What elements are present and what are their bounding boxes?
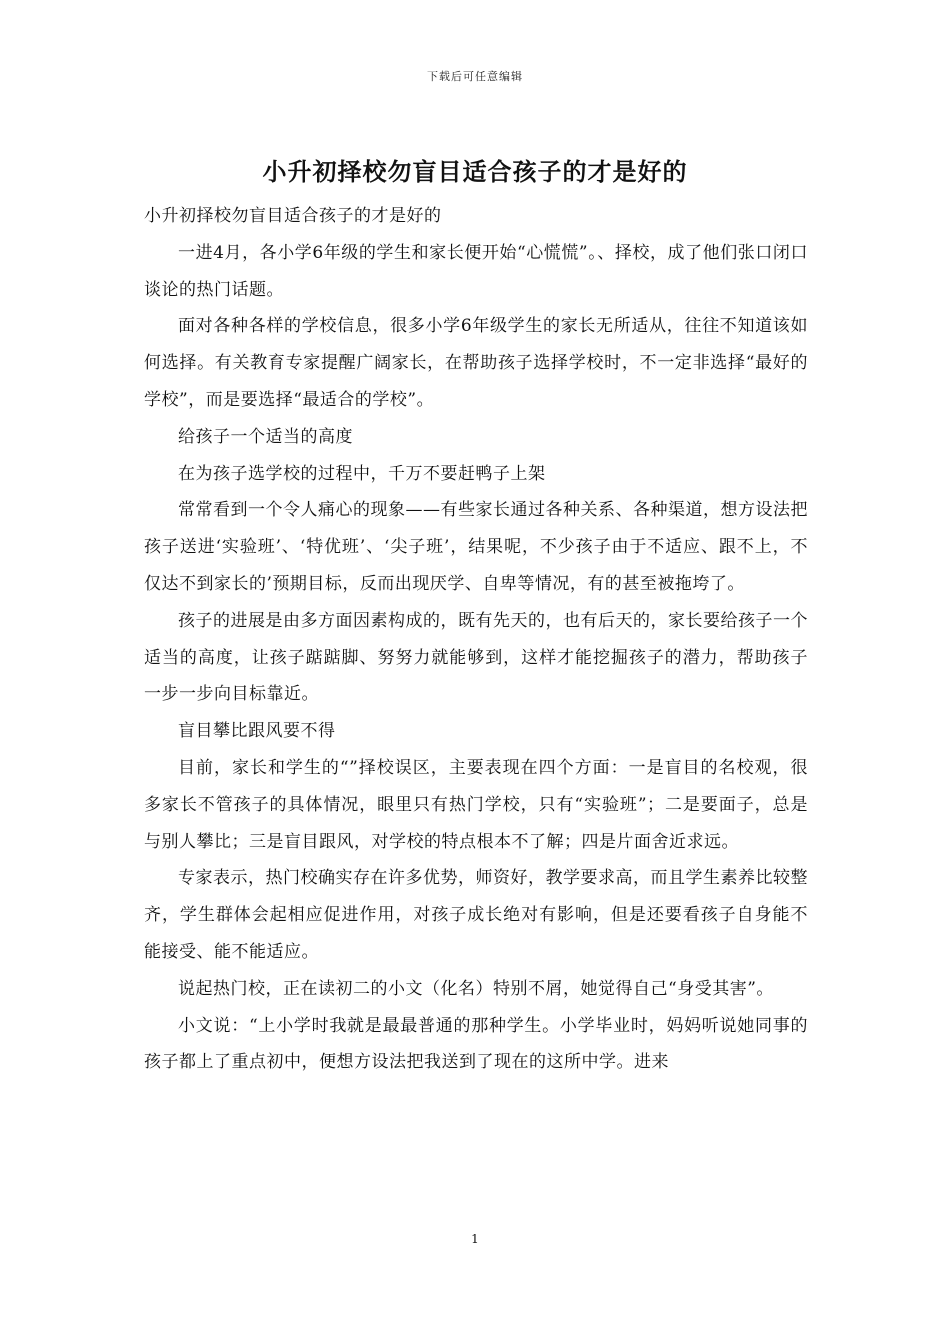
- document-title: 小升初择校勿盲目适合孩子的才是好的: [262, 157, 688, 186]
- document-body: [144, 198, 808, 1081]
- section-heading: 给孩子一个适当的高度: [178, 426, 353, 447]
- paragraph: 说起热门校，正在读初二的小文（化名）特别不屑，她觉得自己“身受其害”。: [178, 978, 774, 999]
- paragraph: 一进4月，各小学6年级的学生和家长便开始“心慌慌”。、择校，成了他们张口闭口谈论的热门话题。: [144, 242, 808, 300]
- paragraph: 面对各种各样的学校信息，很多小学6年级学生的家长无所适从，往往不知道该如何选择。有关教育专家提醒广阔家长，在帮助孩子选择学校时，不一定非选择“最好的学校”，而是要选择“最适合的学校”。: [144, 316, 808, 410]
- section-heading: 盲目攀比跟风要不得: [178, 721, 336, 742]
- paragraph-subtitle: 小升初择校勿盲目适合孩子的才是好的: [144, 206, 442, 226]
- paragraph: 小文说：“上小学时我就是最最普通的那种学生。小学毕业时，妈妈听说她同事的孩子都上了重点初中，便想方设法把我送到了现在的这所中学。进来: [144, 1015, 808, 1073]
- paragraph: 专家表示，热门校确实存在许多优势，师资好，教学要求高，而且学生素养比较整齐，学生群体会起相应促进作用，对孩子成长绝对有影响，但是还要看孩子自身能不能接受、能不能适应。: [144, 868, 808, 962]
- paragraph: 目前，家长和学生的“”择校误区，主要表现在四个方面：一是盲目的名校观，很多家长不管孩子的具体情况，眼里只有热门学校，只有“实验班”；二是要面子，总是与别人攀比；三是盲目跟风，对学校的特点根本不了解；四是片面舍近求远。: [144, 757, 808, 852]
- section-subheading: 在为孩子选学校的过程中，千万不要赶鸭子上架: [178, 463, 546, 484]
- paragraph: 常常看到一个令人痛心的现象——有些家长通过各种关系、各种渠道，想方设法把孩子送进‘实验班’、‘特优班’、‘尖子班’，结果呢，不少孩子由于不适应、跟不上，不仅达不到家长的’预期目标，反而出现厌学、自卑等情况，有的甚至被拖垮了。: [144, 500, 808, 594]
- header-note: 下载后可任意编辑: [427, 70, 523, 83]
- page-number: 1: [471, 1232, 479, 1246]
- paragraph: 孩子的进展是由多方面因素构成的，既有先天的，也有后天的，家长要给孩子一个适当的高度，让孩子踮踮脚、努努力就能够到，这样才能挖掘孩子的潜力，帮助孩子一步一步向目标靠近。: [144, 610, 808, 705]
